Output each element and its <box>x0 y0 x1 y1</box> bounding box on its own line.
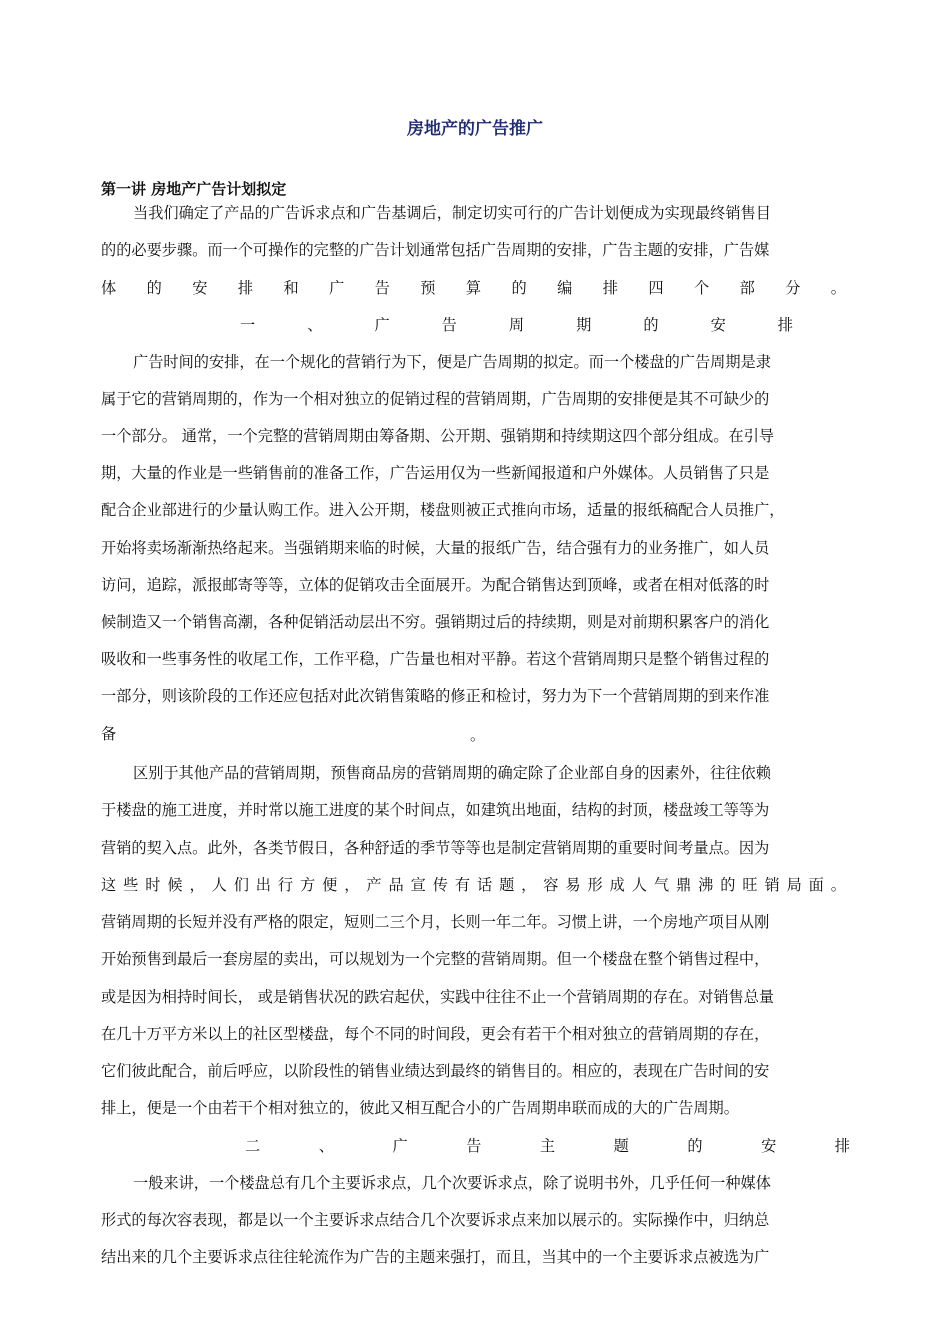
body-line: 备 <box>101 725 117 743</box>
body-line: 形式的每次容表现，都是以一个主要诉求点结合几个次要诉求点来加以展示的。实际操作中，归纳总 <box>101 1211 770 1229</box>
document-title: 房地产的广告推广 <box>407 119 543 139</box>
section-heading: 二 、 广 告 主 题 的 安 排 <box>245 1137 850 1155</box>
body-line: 排上，便是一个由若干个相对独立的，彼此又相互配合小的广告周期串联而成的大的广告周期。 <box>101 1099 739 1117</box>
body-line: 于楼盘的施工进度，并时常以施工进度的某个时间点，如建筑出地面，结构的封顶，楼盘竣工等等为 <box>101 801 770 819</box>
body-line: 在几十万平方米以上的社区型楼盘，每个不同的时间段，更会有若干个相对独立的营销周期的存在， <box>101 1025 770 1043</box>
section-heading: 一 、 广 告 周 期 的 安 排 <box>240 316 793 334</box>
body-line: 候制造又一个销售高潮，各种促销活动层出不穷。强销期过后的持续期，则是对前期积累客户的消化 <box>101 613 770 631</box>
body-line: 吸收和一些事务性的收尾工作，工作平稳，广告量也相对平静。若这个营销周期只是整个销售过程的 <box>101 650 770 668</box>
body-line: 当我们确定了产品的广告诉求点和广告基调后，制定切实可行的广告计划便成为实现最终销售目 <box>133 204 771 222</box>
body-line: 一部分，则该阶段的工作还应包括对此次销售策略的修正和检讨，努力为下一个营销周期的到来作准 <box>101 687 770 705</box>
body-line: 广告时间的安排，在一个规化的营销行为下，便是广告周期的拟定。而一个楼盘的广告周期是隶 <box>133 353 771 371</box>
body-line: 开始预售到最后一套房屋的卖出，可以规划为一个完整的营销周期。但一个楼盘在整个销售过程中， <box>101 950 770 968</box>
body-line-end: 。 <box>470 726 486 744</box>
body-line: 它们彼此配合，前后呼应，以阶段性的销售业绩达到最终的销售目的。相应的，表现在广告时间的安 <box>101 1062 770 1080</box>
body-line: 的的必要步骤。而一个可操作的完整的广告计划通常包括广告周期的安排，广告主题的安排，广告媒 <box>101 241 770 259</box>
body-line: 营销周期的长短并没有严格的限定，短则二三个月，长则一年二年。习惯上讲，一个房地产项目从刚 <box>101 913 770 931</box>
body-line: 体 的 安 排 和 广 告 预 算 的 编 排 四 个 部 分 。 <box>101 279 846 297</box>
body-line: 一般来讲，一个楼盘总有几个主要诉求点，几个次要诉求点，除了说明书外，几乎任何一种媒体 <box>133 1174 771 1192</box>
body-line: 区别于其他产品的营销周期，预售商品房的营销周期的确定除了企业部自身的因素外，往往依赖 <box>133 764 771 782</box>
body-line: 访问，追踪，派报邮寄等等，立体的促销攻击全面展开。为配合销售达到顶峰，或者在相对低落的时 <box>101 576 770 594</box>
body-line: 配合企业部进行的少量认购工作。进入公开期，楼盘则被正式推向市场，适量的报纸稿配合人员推广， <box>101 501 785 519</box>
body-line: 或是因为相持时间长， 或是销售状况的跌宕起伏，实践中往往不止一个营销周期的存在。对销售总量 <box>101 988 775 1006</box>
body-line: 结出来的几个主要诉求点往往轮流作为广告的主题来强打，而且，当其中的一个主要诉求点被选为广 <box>101 1248 770 1266</box>
body-line: 营销的契入点。此外，各类节假日，各种舒适的季节等等也是制定营销周期的重要时间考量点。因为 <box>101 839 770 857</box>
body-line: 一个部分。 通常，一个完整的营销周期由筹备期、公开期、强销期和持续期这四个部分组成。在引导 <box>101 427 775 445</box>
lecture-heading: 第一讲 房地产广告计划拟定 <box>101 180 287 198</box>
body-line: 开始将卖场渐渐热络起来。当强销期来临的时候，大量的报纸广告，结合强有力的业务推广，如人员 <box>101 539 770 557</box>
body-line: 期，大量的作业是一些销售前的准备工作，广告运用仅为一些新闻报道和户外媒体。人员销售了只是 <box>101 464 770 482</box>
body-line: 属于它的营销周期的，作为一个相对独立的促销过程的营销周期，广告周期的安排便是其不可缺少的 <box>101 390 770 408</box>
body-line: 这 些 时 候 ， 人 们 出 行 方 便 ， 产 品 宣 传 有 话 题 ， 容 易 形 成 人 气 鼎 沸 的 旺 销 局 面 。 <box>101 876 846 894</box>
